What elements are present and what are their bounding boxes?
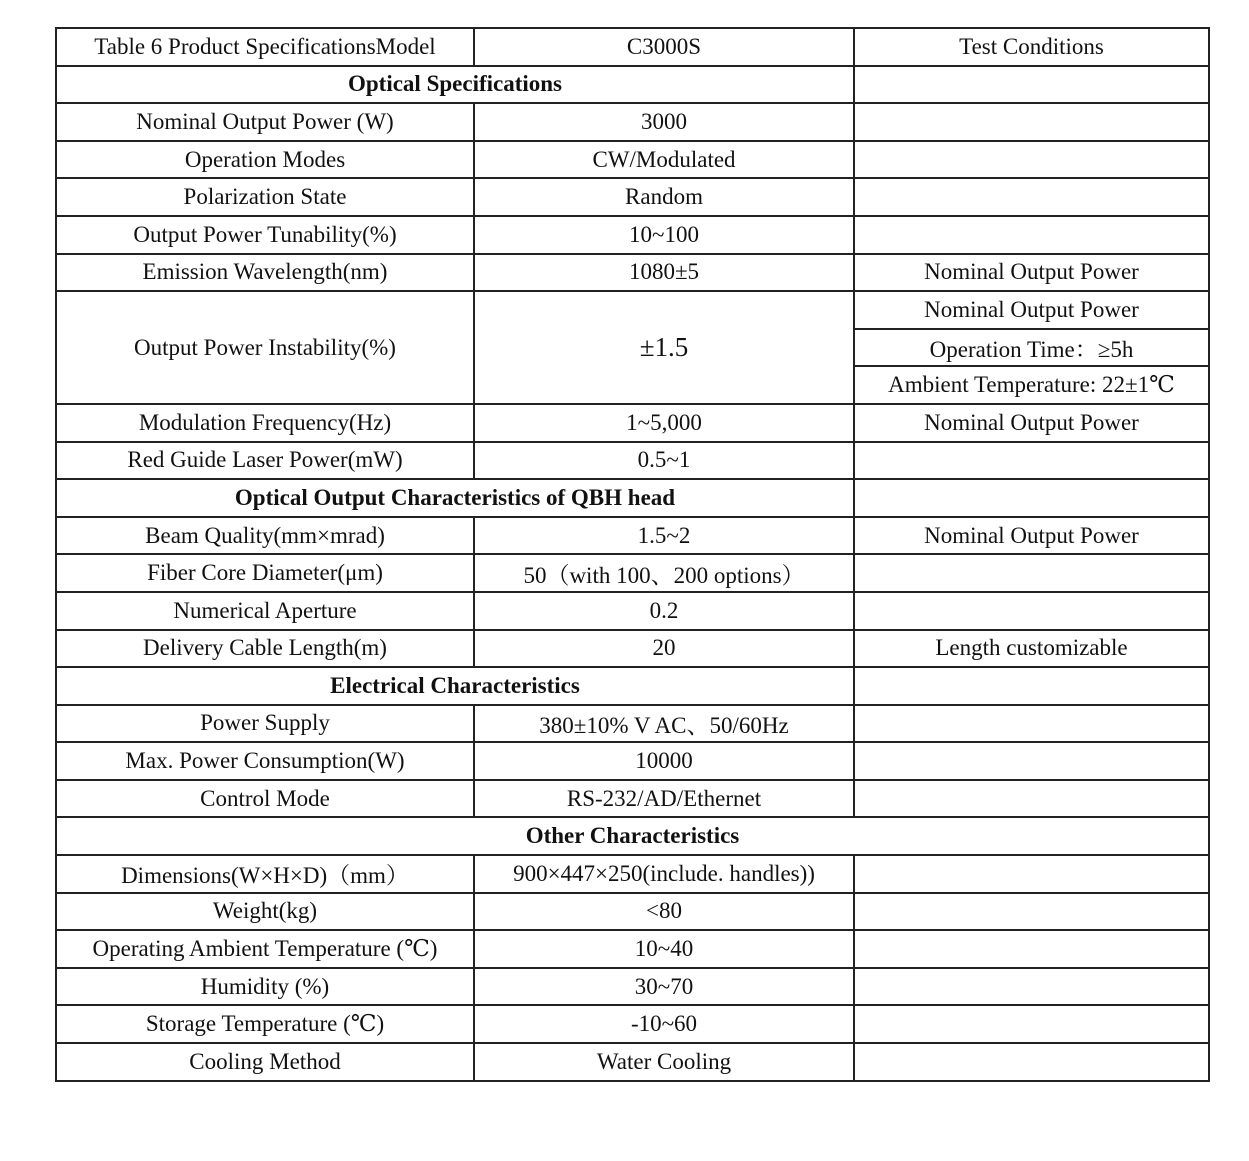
- row-condition: Ambient Temperature: 22±1℃: [854, 366, 1209, 404]
- row-value: 900×447×250(include. handles)): [474, 855, 854, 893]
- row-condition: [854, 554, 1209, 592]
- row-value: 3000: [474, 103, 854, 141]
- row-condition: [854, 1043, 1209, 1081]
- row-condition: [854, 1005, 1209, 1043]
- table-row: [56, 930, 1209, 968]
- table-row: [56, 442, 1209, 480]
- table-row: [56, 592, 1209, 630]
- table-row: [56, 291, 1209, 329]
- spec-table: [55, 27, 1210, 1082]
- row-value: 30~70: [474, 968, 854, 1006]
- row-condition: [854, 742, 1209, 780]
- row-label: Cooling Method: [56, 1043, 474, 1081]
- row-value: 380±10% V AC、50/60Hz: [474, 705, 854, 743]
- section-other: Other Characteristics: [56, 817, 1209, 855]
- table-row: [56, 178, 1209, 216]
- row-value: Random: [474, 178, 854, 216]
- row-value: CW/Modulated: [474, 141, 854, 179]
- section-electrical: Electrical Characteristics: [56, 667, 854, 705]
- row-label: Nominal Output Power (W): [56, 103, 474, 141]
- row-value: 10~40: [474, 930, 854, 968]
- row-value: 1~5,000: [474, 404, 854, 442]
- row-label: Storage Temperature (℃): [56, 1005, 474, 1043]
- row-value: 0.5~1: [474, 442, 854, 480]
- row-value: 1.5~2: [474, 517, 854, 555]
- row-condition: Operation Time：≥5h: [854, 329, 1209, 367]
- row-value: 10~100: [474, 216, 854, 254]
- table-row: [56, 103, 1209, 141]
- row-condition: [854, 592, 1209, 630]
- table-header-row: [56, 28, 1209, 66]
- row-condition: Nominal Output Power: [854, 404, 1209, 442]
- table-row: [56, 742, 1209, 780]
- row-value: 1080±5: [474, 254, 854, 292]
- row-value: -10~60: [474, 1005, 854, 1043]
- section-row: [56, 66, 1209, 104]
- row-label: Polarization State: [56, 178, 474, 216]
- row-condition: [854, 968, 1209, 1006]
- row-value: RS-232/AD/Ethernet: [474, 780, 854, 818]
- row-condition: Length customizable: [854, 630, 1209, 668]
- table-row: [56, 630, 1209, 668]
- row-condition: Nominal Output Power: [854, 291, 1209, 329]
- row-label: Operation Modes: [56, 141, 474, 179]
- table-row: [56, 141, 1209, 179]
- row-label: Output Power Instability(%): [56, 291, 474, 404]
- row-value: 50（with 100、200 options）: [474, 554, 854, 592]
- row-value: Water Cooling: [474, 1043, 854, 1081]
- row-label: Operating Ambient Temperature (℃): [56, 930, 474, 968]
- row-value: 0.2: [474, 592, 854, 630]
- row-label: Max. Power Consumption(W): [56, 742, 474, 780]
- row-label: Power Supply: [56, 705, 474, 743]
- row-label: Weight(kg): [56, 893, 474, 931]
- row-value: 20: [474, 630, 854, 668]
- model-label: Table 6 Product SpecificationsModel: [56, 28, 474, 66]
- table-row: [56, 554, 1209, 592]
- table-row: [56, 705, 1209, 743]
- row-condition: [854, 442, 1209, 480]
- table-row: [56, 1005, 1209, 1043]
- row-label: Emission Wavelength(nm): [56, 254, 474, 292]
- row-condition: [854, 780, 1209, 818]
- row-condition: [854, 103, 1209, 141]
- table-row: [56, 780, 1209, 818]
- row-condition: [854, 705, 1209, 743]
- section-row: [56, 667, 1209, 705]
- section-row: [56, 817, 1209, 855]
- table-row: [56, 1043, 1209, 1081]
- row-label: Delivery Cable Length(m): [56, 630, 474, 668]
- table-row: [56, 893, 1209, 931]
- row-label: Numerical Aperture: [56, 592, 474, 630]
- row-label: Beam Quality(mm×mrad): [56, 517, 474, 555]
- row-condition: Nominal Output Power: [854, 517, 1209, 555]
- row-condition: Nominal Output Power: [854, 254, 1209, 292]
- table-row: [56, 855, 1209, 893]
- row-value: 10000: [474, 742, 854, 780]
- row-condition: [854, 893, 1209, 931]
- section-qbh: Optical Output Characteristics of QBH head: [56, 479, 854, 517]
- row-label: Control Mode: [56, 780, 474, 818]
- row-label: Red Guide Laser Power(mW): [56, 442, 474, 480]
- row-condition: [854, 930, 1209, 968]
- table-row: [56, 404, 1209, 442]
- row-condition: [854, 855, 1209, 893]
- row-value: ±1.5: [474, 291, 854, 404]
- table-row: [56, 254, 1209, 292]
- section-row: [56, 479, 1209, 517]
- row-value: <80: [474, 893, 854, 931]
- table-row: [56, 968, 1209, 1006]
- table-row: [56, 517, 1209, 555]
- row-condition: [854, 216, 1209, 254]
- table-row: [56, 216, 1209, 254]
- conditions-header: Test Conditions: [854, 28, 1209, 66]
- row-label: Dimensions(W×H×D)（mm）: [56, 855, 474, 893]
- row-condition: [854, 178, 1209, 216]
- row-label: Humidity (%): [56, 968, 474, 1006]
- row-condition: [854, 141, 1209, 179]
- model-value: C3000S: [474, 28, 854, 66]
- row-label: Output Power Tunability(%): [56, 216, 474, 254]
- row-label: Fiber Core Diameter(μm): [56, 554, 474, 592]
- section-optical: Optical Specifications: [56, 66, 854, 104]
- row-label: Modulation Frequency(Hz): [56, 404, 474, 442]
